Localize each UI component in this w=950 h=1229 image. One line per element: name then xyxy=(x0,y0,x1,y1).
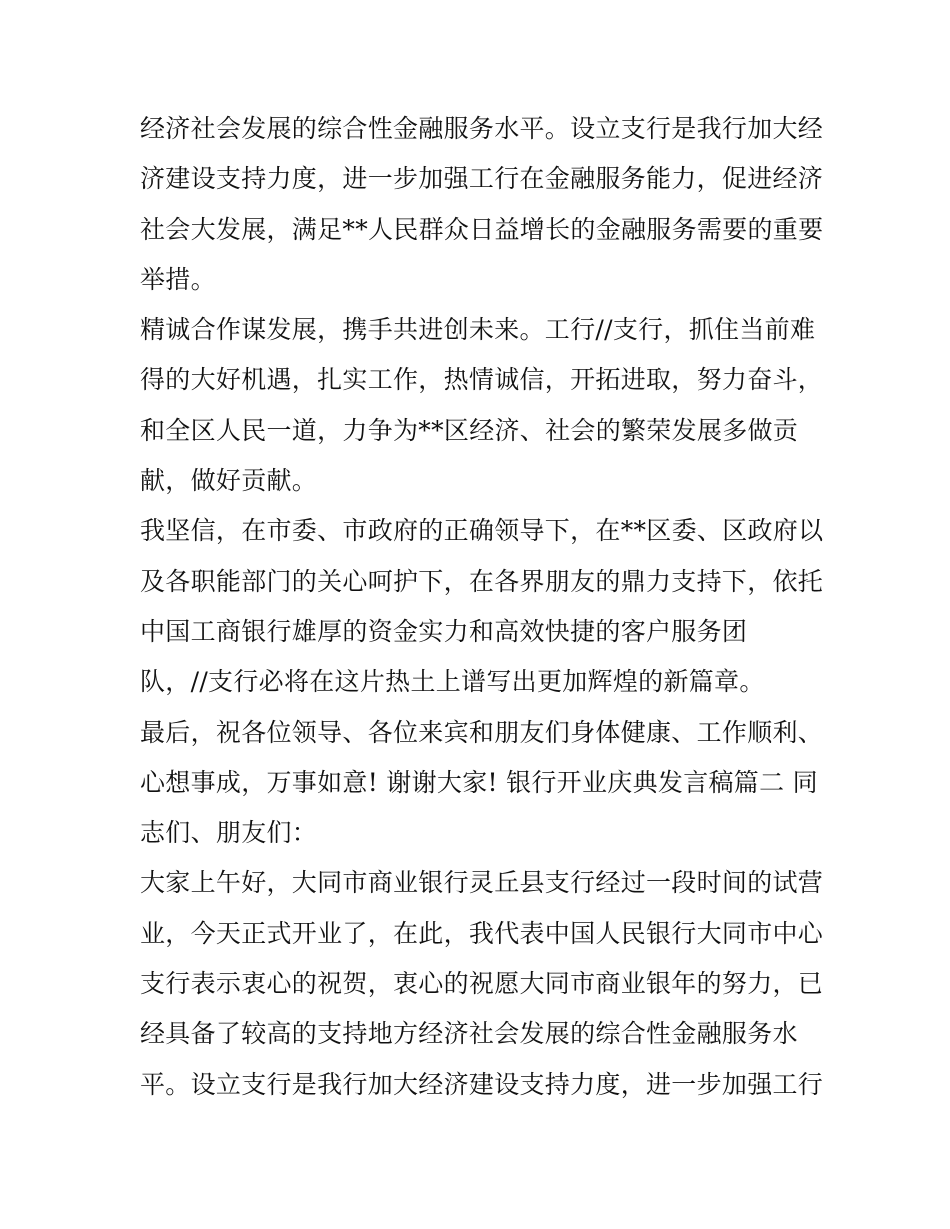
text-line-11: 中国工商银行雄厚的资金实力和高效快捷的客户服务团 xyxy=(140,616,748,646)
text-line-10: 及各职能部门的关心呵护下，在各界朋友的鼎力支持下，依托 xyxy=(140,566,824,596)
text-line-18: 支行表示衷心的祝贺，衷心的祝愿大同市商业银年的努力，已 xyxy=(140,969,824,999)
text-line-17: 业，今天正式开业了，在此，我代表中国人民银行大同市中心 xyxy=(140,918,824,948)
text-line-5: 精诚合作谋发展，携手共进创未来。工行//支行，抓住当前难 xyxy=(140,315,816,345)
text-line-4: 举措。 xyxy=(140,264,216,294)
text-line-2: 济建设支持力度，进一步加强工行在金融服务能力，促进经济 xyxy=(140,164,824,194)
text-line-3: 社会大发展，满足**人民群众日益增长的金融服务需要的重要 xyxy=(140,214,824,244)
text-line-14: 心想事成，万事如意! 谢谢大家! 银行开业庆典发言稿篇二 同 xyxy=(140,767,818,797)
text-line-19: 经具备了较高的支持地方经济社会发展的综合性金融服务水 xyxy=(140,1019,798,1049)
text-line-13: 最后，祝各位领导、各位来宾和朋友们身体健康、工作顺利、 xyxy=(140,717,824,747)
text-line-16: 大家上午好，大同市商业银行灵丘县支行经过一段时间的试营 xyxy=(140,868,824,898)
text-line-1: 经济社会发展的综合性金融服务水平。设立支行是我行加大经 xyxy=(140,114,824,143)
text-line-8: 献，做好贡献。 xyxy=(140,466,318,496)
text-line-15: 志们、朋友们： xyxy=(140,818,318,848)
text-line-9: 我坚信，在市委、市政府的正确领导下，在**区委、区政府以 xyxy=(140,516,824,546)
text-line-20: 平。设立支行是我行加大经济建设支持力度，进一步加强工行 xyxy=(140,1069,824,1099)
text-line-7: 和全区人民一道，力争为**区经济、社会的繁荣发展多做贡 xyxy=(140,415,799,445)
text-line-6: 得的大好机遇，扎实工作，热情诚信，开拓进取，努力奋斗， xyxy=(140,365,824,395)
text-line-12: 队，//支行必将在这片热土上谱写出更加辉煌的新篇章。 xyxy=(140,667,765,697)
document-body xyxy=(140,104,824,1110)
